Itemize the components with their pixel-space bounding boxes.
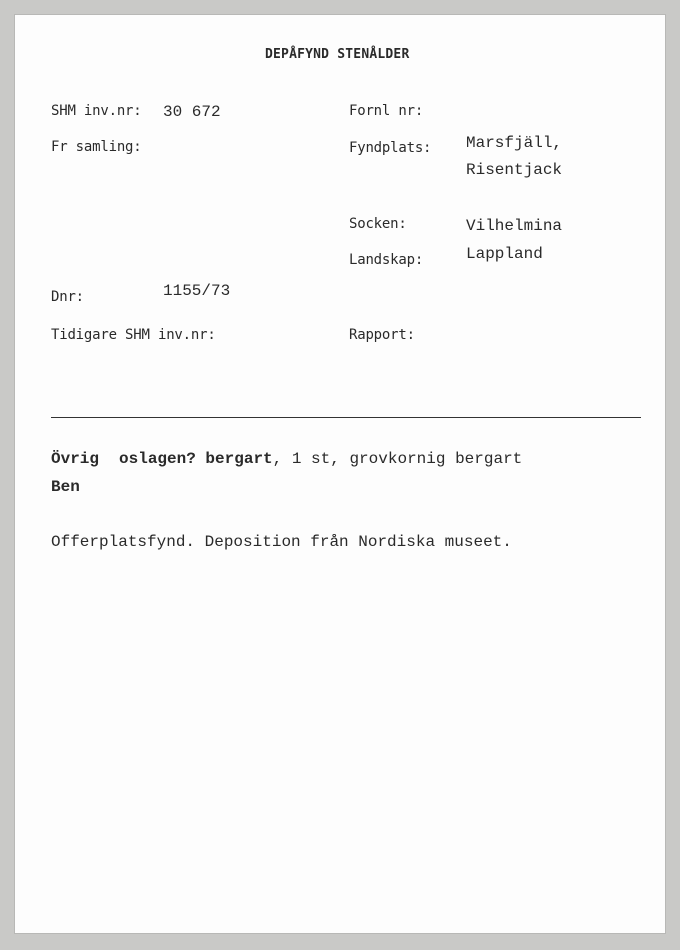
fr-samling-label: Fr samling:: [51, 139, 142, 155]
finding-description: , 1 st, grovkornig bergart: [272, 450, 523, 468]
finding-category: Övrig: [51, 450, 100, 468]
shm-inv-nr-label: SHM inv.nr:: [51, 103, 142, 119]
landskap-value: Lappland: [466, 245, 543, 263]
landskap-label: Landskap:: [349, 252, 424, 268]
fyndplats-value-line1: Marsfjäll,: [466, 134, 563, 152]
rapport-label: Rapport:: [349, 327, 415, 343]
card-title: DEPÅFYND STENÅLDER: [265, 47, 410, 62]
findings-line-1: [51, 451, 522, 467]
shm-inv-nr-value: 30 672: [163, 103, 221, 121]
dnr-value: 1155/73: [163, 282, 231, 300]
dnr-label: Dnr:: [51, 289, 84, 305]
divider: [51, 417, 641, 418]
socken-label: Socken:: [349, 216, 407, 232]
note-text: Offerplatsfynd. Deposition från Nordiska museet.: [51, 533, 512, 551]
finding-category-2: Ben: [51, 478, 80, 496]
tidigare-shm-inv-nr-label: Tidigare SHM inv.nr:: [51, 327, 216, 343]
fyndplats-label: Fyndplats:: [349, 140, 432, 156]
fyndplats-value-line2: Risentjack: [466, 161, 563, 179]
socken-value: Vilhelmina: [466, 217, 563, 235]
catalog-card: [14, 14, 666, 934]
fornl-nr-label: Fornl nr:: [349, 103, 424, 119]
finding-term: oslagen? bergart: [119, 450, 273, 468]
